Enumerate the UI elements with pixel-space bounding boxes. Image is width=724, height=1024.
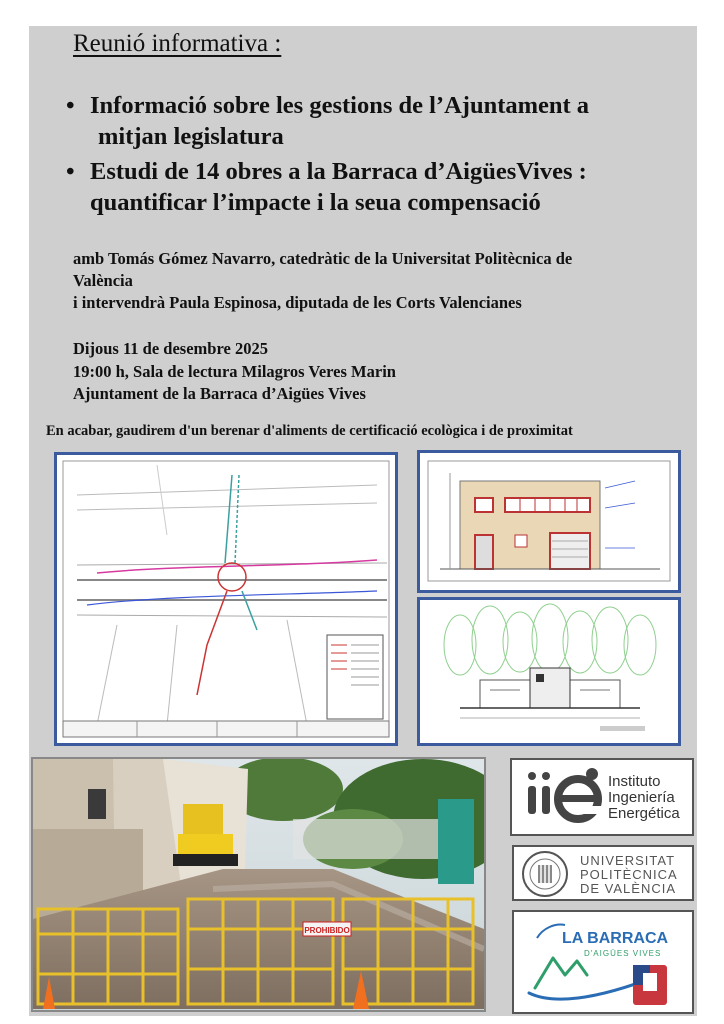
iie-logo: [510, 758, 694, 836]
agenda-item-line: Informació sobre les gestions de l’Ajuntament a: [90, 92, 590, 119]
road-plan-drawing: [57, 455, 395, 743]
speaker-line: amb Tomás Gómez Navarro, catedràtic de la Universitat Politècnica de: [73, 249, 573, 268]
road-plan-image: [54, 452, 398, 746]
iie-logo-text: [608, 774, 680, 822]
speakers-block: [73, 248, 683, 314]
agenda-item: [66, 90, 691, 152]
snack-note: En acabar, gaudirem d'un berenar d'aliments de certificació ecològica i de proximitat: [46, 423, 573, 439]
agenda-list: [66, 90, 691, 222]
event-time-place: 19:00 h, Sala de lectura Milagros Veres Marin: [73, 361, 396, 381]
upv-logo-text: [580, 854, 678, 896]
bullet-icon: •: [66, 92, 75, 119]
event-details: [73, 338, 396, 406]
agenda-item-line: Estudi de 14 obres a la Barraca d’AigüesVives :: [90, 158, 587, 185]
facade-trees-image: [417, 597, 681, 746]
upv-logo: [512, 845, 694, 901]
iie-logo-line: Energética: [608, 805, 680, 822]
upv-logo-line: UNIVERSITAT: [580, 853, 676, 868]
event-venue: Ajuntament de la Barraca d’Aigües Vives: [73, 384, 366, 403]
upv-logo-line: DE VALÈNCIA: [580, 881, 677, 896]
speaker-line: i intervendrà Paula Espinosa, diputada de les Corts Valencianes: [73, 293, 522, 312]
upv-logo-line: POLITÈCNICA: [580, 867, 678, 882]
la-barraca-logo-mark-icon: [515, 913, 691, 1011]
upv-seal-icon: [520, 849, 570, 899]
agenda-item: [66, 156, 691, 218]
building-elevation-drawing: [420, 453, 678, 590]
agenda-item-line: quantificar l’impacte i la seua compensació: [90, 189, 541, 216]
la-barraca-logo-title: LA BARRACA: [562, 930, 669, 947]
bullet-icon: •: [66, 158, 75, 185]
iie-logo-line: Ingeniería: [608, 789, 675, 806]
page-title: Reunió informativa :: [73, 30, 282, 57]
iie-logo-mark-icon: [518, 762, 608, 836]
building-elevation-image: [417, 450, 681, 593]
prohibido-sign: PROHIBIDO: [304, 926, 350, 935]
facade-trees-drawing: [420, 600, 678, 743]
speaker-line: València: [73, 271, 133, 290]
iie-logo-line: Instituto: [608, 773, 661, 790]
la-barraca-logo-subtitle: D'AIGÜES VIVES: [584, 949, 662, 958]
agenda-item-line: mitjan legislatura: [98, 123, 284, 150]
construction-photo-illustration: [33, 759, 484, 1010]
la-barraca-logo: [512, 910, 694, 1014]
construction-photo: [31, 757, 486, 1012]
event-date: Dijous 11 de desembre 2025: [73, 339, 268, 358]
